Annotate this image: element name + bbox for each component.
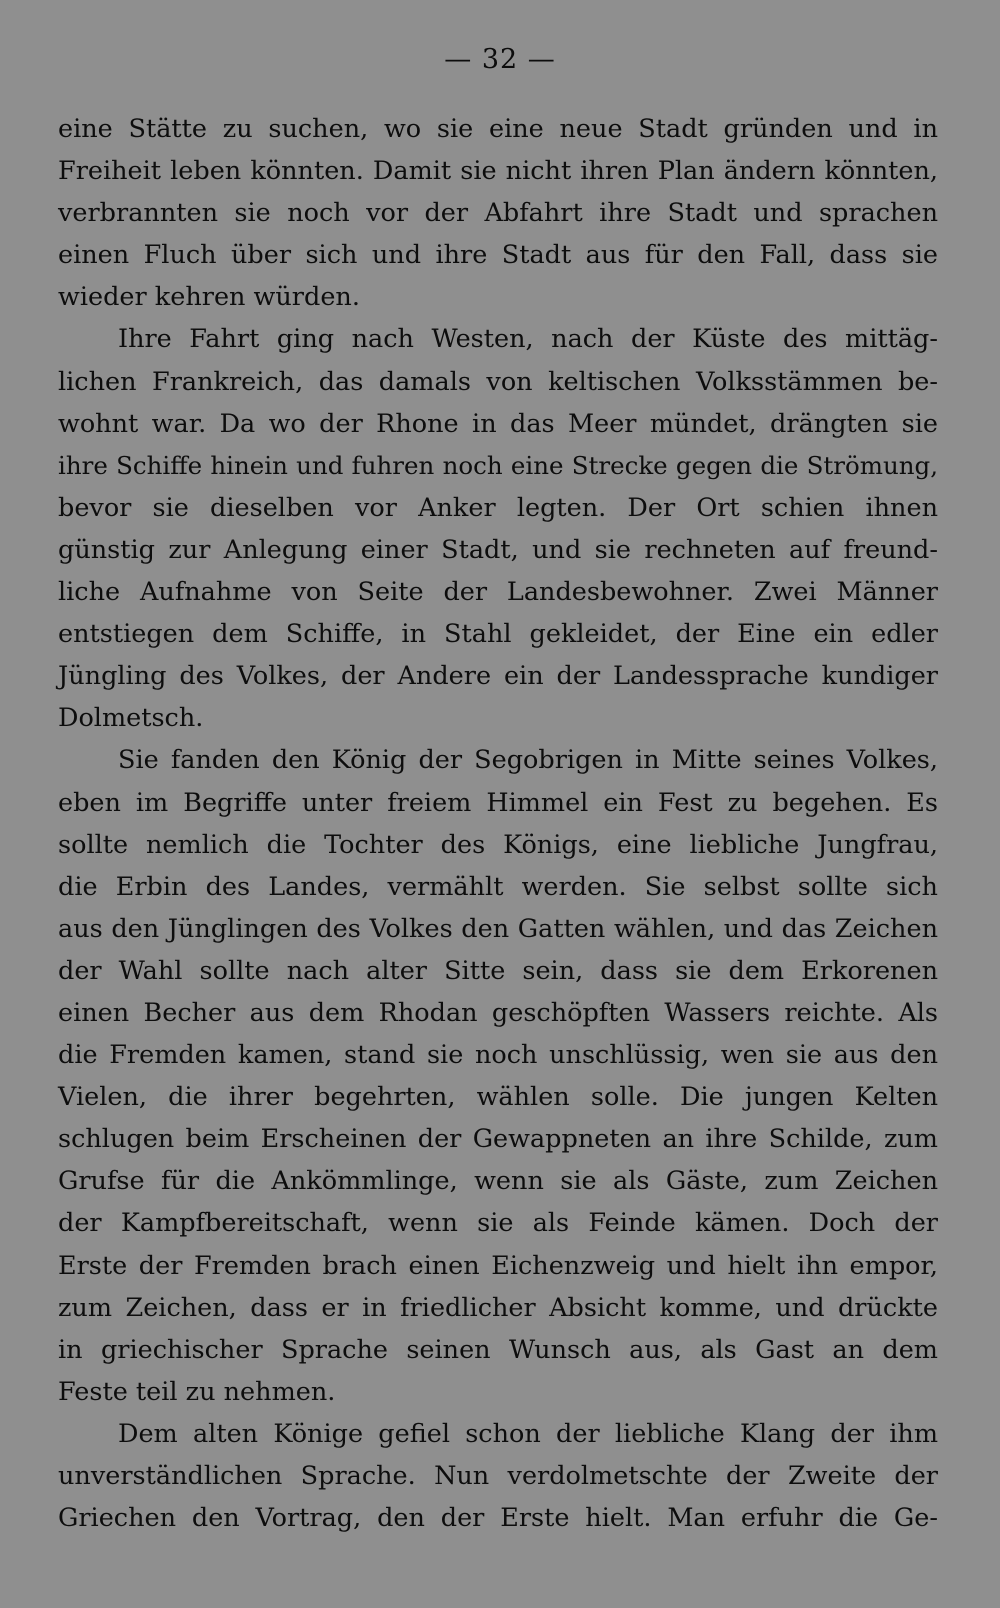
text-line: zum Zeichen, dass er in friedlicher Absicht komme, und drückte <box>58 1292 938 1323</box>
text-line: Vielen, die ihrer begehrten, wählen solle. Die jungen Kelten <box>58 1082 938 1113</box>
body-text <box>58 108 938 1539</box>
text-line: wohnt war. Da wo der Rhone in das Meer mündet, drängten sie <box>58 408 938 439</box>
page-number: — 32 — <box>444 44 556 75</box>
text-line: liche Aufnahme von Seite der Landesbewohner. Zwei Männer <box>58 577 938 608</box>
text-line: Freiheit leben könnten. Damit sie nicht ihren Plan ändern könnten, <box>58 156 938 187</box>
text-line: die Fremden kamen, stand sie noch unschlüssig, wen sie aus den <box>58 1040 938 1071</box>
text-line: der Wahl sollte nach alter Sitte sein, dass sie dem Erkorenen <box>58 955 938 986</box>
text-line: günstig zur Anlegung einer Stadt, und sie rechneten auf freund- <box>58 534 938 565</box>
text-line: die Erbin des Landes, vermählt werden. Sie selbst sollte sich <box>58 871 938 902</box>
text-line: eben im Begriffe unter freiem Himmel ein Fest zu begehen. Es <box>58 787 938 818</box>
text-line: Dolmetsch. <box>58 703 204 734</box>
text-line: aus den Jünglingen des Volkes den Gatten wählen, und das Zeichen <box>58 913 938 944</box>
text-line: Griechen den Vortrag, den der Erste hielt. Man erfuhr die Ge- <box>58 1503 938 1534</box>
text-line: entstiegen dem Schiffe, in Stahl gekleidet, der Eine ein edler <box>58 619 938 650</box>
text-line: schlugen beim Erscheinen der Gewappneten an ihre Schilde, zum <box>58 1124 938 1155</box>
text-line: einen Fluch über sich und ihre Stadt aus für den Fall, dass sie <box>58 240 938 271</box>
text-line: in griechischer Sprache seinen Wunsch aus, als Gast an dem <box>58 1334 938 1365</box>
paragraph-start-line: Ihre Fahrt ging nach Westen, nach der Küste des mittäg- <box>118 324 938 355</box>
text-line: Grufse für die Ankömmlinge, wenn sie als Gäste, zum Zeichen <box>58 1166 938 1197</box>
text-line: ihre Schiffe hinein und fuhren noch eine Strecke gegen die Strömung, <box>58 450 938 480</box>
text-line: Erste der Fremden brach einen Eichenzweig und hielt ihn empor, <box>58 1250 938 1281</box>
text-line: verbrannten sie noch vor der Abfahrt ihre Stadt und sprachen <box>58 198 938 229</box>
text-line: unverständlichen Sprache. Nun verdolmetschte der Zweite der <box>58 1461 938 1491</box>
paragraph-start-line: Sie fanden den König der Segobrigen in Mitte seines Volkes, <box>118 745 938 776</box>
text-line: lichen Frankreich, das damals von keltischen Volksstämmen be- <box>58 366 938 397</box>
text-line: der Kampfbereitschaft, wenn sie als Feinde kämen. Doch der <box>58 1208 938 1239</box>
text-line: Jüngling des Volkes, der Andere ein der Landessprache kundiger <box>58 661 938 692</box>
paragraph-start-line: Dem alten Könige gefiel schon der liebliche Klang der ihm <box>118 1418 938 1449</box>
text-line: sollte nemlich die Tochter des Königs, eine liebliche Jungfrau, <box>58 829 938 860</box>
text-line: wieder kehren würden. <box>58 282 360 313</box>
text-line: einen Becher aus dem Rhodan geschöpften Wassers reichte. Als <box>58 997 938 1028</box>
text-line: Feste teil zu nehmen. <box>58 1376 336 1407</box>
text-line: bevor sie dieselben vor Anker legten. Der Ort schien ihnen <box>58 492 938 523</box>
text-line: eine Stätte zu suchen, wo sie eine neue Stadt gründen und in <box>58 114 938 144</box>
